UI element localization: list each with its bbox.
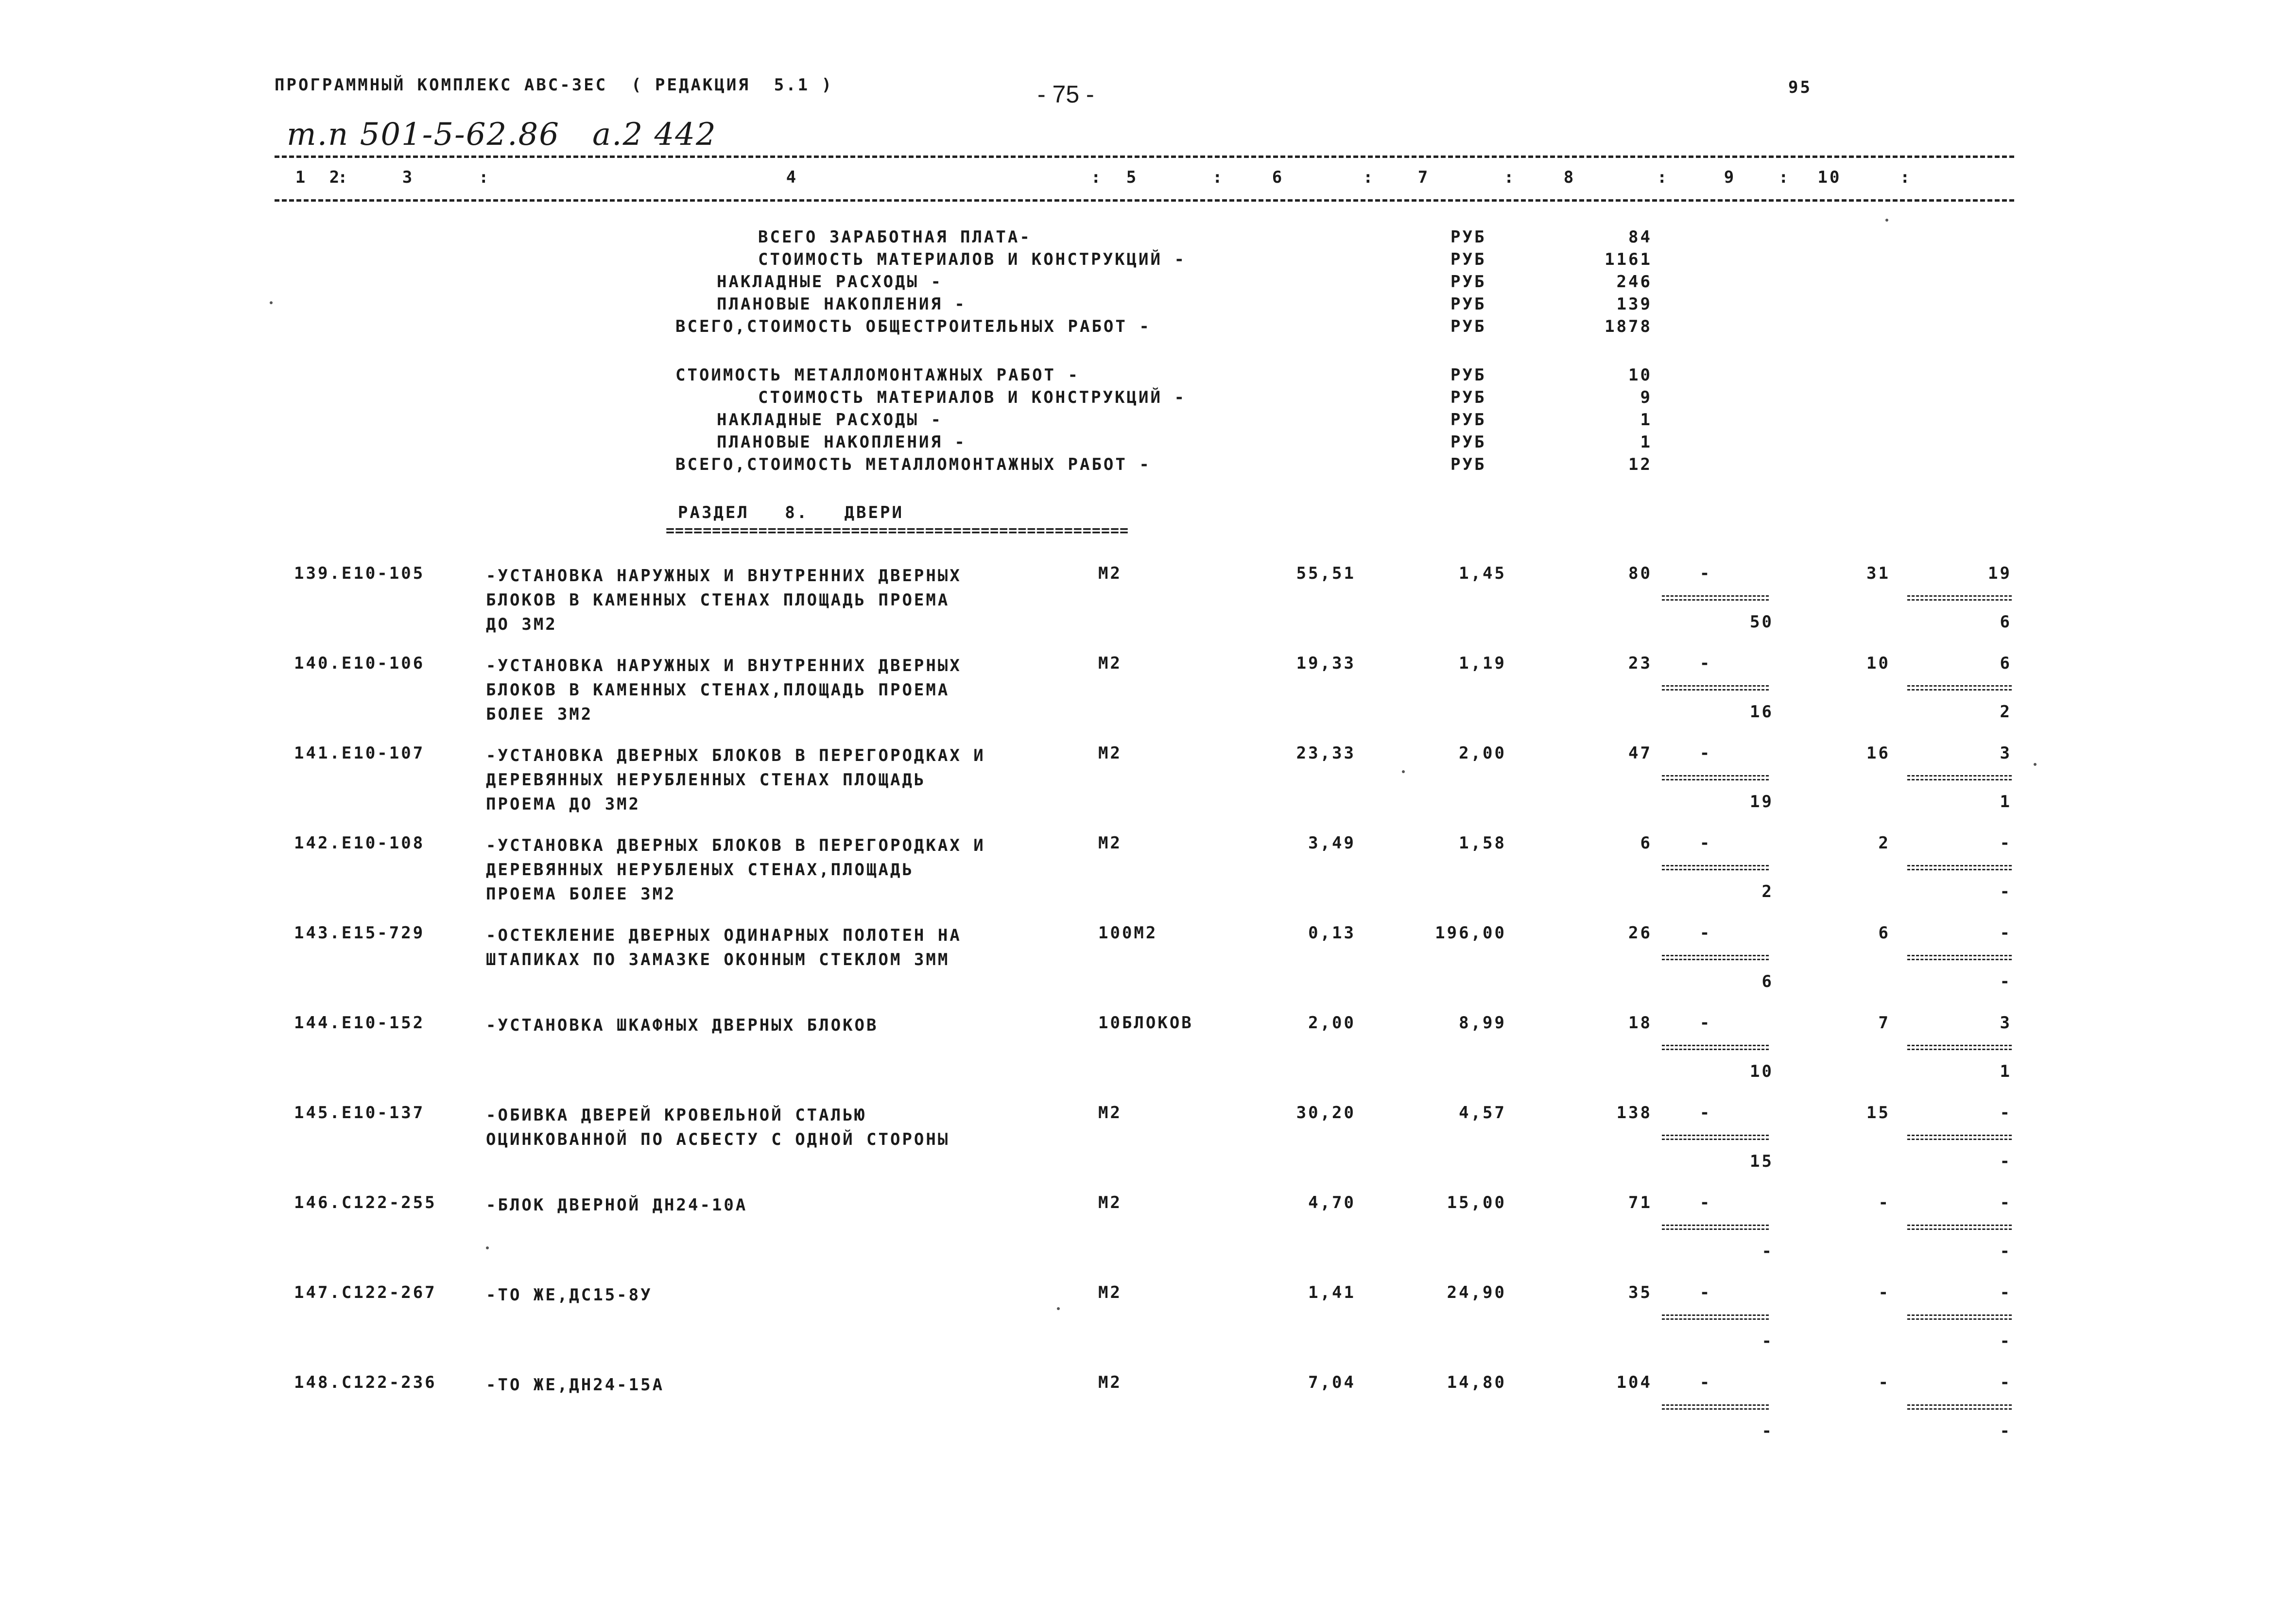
row-total: 71	[1628, 1193, 1652, 1212]
summary-value: 1	[1640, 432, 1652, 452]
row-col8-rule	[1662, 775, 1769, 780]
row-unit: М2	[1098, 1283, 1122, 1302]
row-total: 80	[1628, 564, 1652, 583]
row-col9: 2	[1878, 833, 1890, 853]
row-col10-rule	[1907, 1225, 2012, 1230]
row-unit: М2	[1098, 1193, 1122, 1212]
summary-value: 84	[1628, 227, 1652, 247]
column-number: 4	[786, 168, 798, 187]
row-col10-rule	[1907, 685, 2012, 691]
row-col8-top: -	[1699, 743, 1712, 763]
row-unit: 100М2	[1098, 923, 1158, 943]
row-col8-bottom: 6	[1761, 972, 1774, 991]
row-unit-price: 24,90	[1447, 1283, 1506, 1302]
row-unit: 10БЛОКОВ	[1098, 1013, 1193, 1033]
summary-value: 1878	[1605, 317, 1652, 336]
row-col10-top: -	[2000, 1283, 2012, 1302]
row-col9: 6	[1878, 923, 1890, 943]
summary-label: ПЛАНОВЫЕ НАКОПЛЕНИЯ -	[717, 432, 967, 452]
column-separator: :	[1778, 168, 1791, 187]
row-col10-rule	[1907, 775, 2012, 780]
row-col8-bottom: 50	[1750, 612, 1774, 632]
summary-unit: РУБ	[1450, 250, 1486, 269]
side-number: 95	[1788, 78, 1812, 97]
row-col8-top: -	[1699, 1013, 1712, 1033]
row-description: -ОСТЕКЛЕНИЕ ДВЕРНЫХ ОДИНАРНЫХ ПОЛОТЕН НА ШТАПИКАХ ПО ЗАМАЗКЕ ОКОННЫМ СТЕКЛОМ 3ММ	[486, 926, 962, 969]
section-underline: ==================================================	[666, 522, 1129, 539]
row-description: -ОБИВКА ДВЕРЕЙ КРОВЕЛЬНОЙ СТАЛЬЮ ОЦИНКОВАННОЙ ПО АСБЕСТУ С ОДНОЙ СТОРОНЫ	[486, 1106, 950, 1149]
row-col8-rule	[1662, 1314, 1769, 1320]
row-unit-price: 14,80	[1447, 1373, 1506, 1392]
row-col9: 15	[1866, 1103, 1890, 1123]
scan-speck	[1057, 1307, 1060, 1310]
column-number: 1	[295, 168, 308, 187]
column-number: 2	[329, 168, 342, 187]
column-separator: :	[338, 168, 350, 187]
row-quantity: 3,49	[1308, 833, 1356, 853]
row-col10-bottom: -	[2000, 972, 2012, 991]
row-quantity: 55,51	[1296, 564, 1356, 583]
row-col8-rule	[1662, 1404, 1769, 1410]
row-col8-rule	[1662, 1135, 1769, 1140]
summary-label: НАКЛАДНЫЕ РАСХОДЫ -	[717, 410, 943, 430]
row-col8-top: -	[1699, 833, 1712, 853]
row-col9: 10	[1866, 654, 1890, 673]
row-unit-price: 1,45	[1459, 564, 1506, 583]
summary-value: 12	[1628, 455, 1652, 474]
row-description: -ТО ЖЕ,ДС15-8У	[486, 1285, 653, 1305]
row-col10-rule	[1907, 1045, 2012, 1050]
column-number: 5	[1126, 168, 1139, 187]
row-col10-bottom: 6	[2000, 612, 2012, 632]
row-col8-bottom: -	[1761, 1421, 1774, 1441]
row-col9: -	[1878, 1283, 1890, 1302]
row-col10-rule	[1907, 1135, 2012, 1140]
handwritten-reference: т.п 501-5-62.86 а.2 442	[287, 117, 717, 153]
summary-label: СТОИМОСТЬ МЕТАЛЛОМОНТАЖНЫХ РАБОТ -	[675, 365, 1080, 385]
row-col8-top: -	[1699, 1283, 1712, 1302]
row-col10-rule	[1907, 955, 2012, 960]
row-col10-top: -	[2000, 923, 2012, 943]
header-rule-top	[275, 156, 2014, 158]
row-col8-rule	[1662, 955, 1769, 960]
column-separator: :	[1212, 168, 1225, 187]
row-unit: М2	[1098, 1103, 1122, 1123]
row-code: 143.Е15-729	[294, 923, 425, 943]
row-description: -УСТАНОВКА ДВЕРНЫХ БЛОКОВ В ПЕРЕГОРОДКАХ И ДЕРЕВЯННЫХ НЕРУБЛЕННЫХ СТЕНАХ ПЛОЩАДЬ ПРОЕМА ДО 3М2	[486, 746, 985, 814]
row-col10-rule	[1907, 595, 2012, 601]
row-unit: М2	[1098, 1373, 1122, 1392]
row-col8-bottom: -	[1761, 1242, 1774, 1261]
column-number: 3	[402, 168, 414, 187]
row-total: 138	[1616, 1103, 1652, 1123]
row-col8-bottom: 16	[1750, 702, 1774, 722]
column-separator: :	[1504, 168, 1516, 187]
summary-unit: РУБ	[1450, 227, 1486, 247]
row-description: -УСТАНОВКА НАРУЖНЫХ И ВНУТРЕННИХ ДВЕРНЫХ БЛОКОВ В КАМЕННЫХ СТЕНАХ ПЛОЩАДЬ ПРОЕМА ДО 3М2	[486, 566, 962, 634]
row-total: 35	[1628, 1283, 1652, 1302]
row-col10-bottom: 2	[2000, 702, 2012, 722]
row-description: -УСТАНОВКА НАРУЖНЫХ И ВНУТРЕННИХ ДВЕРНЫХ БЛОКОВ В КАМЕННЫХ СТЕНАХ,ПЛОЩАДЬ ПРОЕМА БОЛЕЕ 3М2	[486, 656, 962, 724]
summary-value: 1161	[1605, 250, 1652, 269]
row-unit-price: 196,00	[1435, 923, 1506, 943]
row-col8-rule	[1662, 865, 1769, 870]
row-col8-bottom: 19	[1750, 792, 1774, 812]
row-unit-price: 1,19	[1459, 654, 1506, 673]
row-col10-top: 3	[2000, 743, 2012, 763]
row-col8-top: -	[1699, 564, 1712, 583]
summary-value: 139	[1616, 294, 1652, 314]
row-quantity: 19,33	[1296, 654, 1356, 673]
summary-unit: РУБ	[1450, 317, 1486, 336]
row-code: 146.С122-255	[294, 1193, 437, 1212]
summary-label: ПЛАНОВЫЕ НАКОПЛЕНИЯ -	[717, 294, 967, 314]
row-col10-rule	[1907, 865, 2012, 870]
scan-speck	[270, 301, 273, 304]
row-quantity: 1,41	[1308, 1283, 1356, 1302]
row-total: 26	[1628, 923, 1652, 943]
row-description: -БЛОК ДВЕРНОЙ ДН24-10А	[486, 1195, 748, 1215]
summary-value: 1	[1640, 410, 1652, 430]
summary-unit: РУБ	[1450, 410, 1486, 430]
scan-speck	[1885, 219, 1888, 222]
row-col9: 16	[1866, 743, 1890, 763]
row-code: 147.С122-267	[294, 1283, 437, 1302]
summary-value: 246	[1616, 272, 1652, 292]
column-number: 6	[1272, 168, 1284, 187]
summary-value: 10	[1628, 365, 1652, 385]
column-number: 9	[1724, 168, 1736, 187]
row-col8-bottom: 15	[1750, 1152, 1774, 1171]
row-col10-rule	[1907, 1314, 2012, 1320]
row-total: 18	[1628, 1013, 1652, 1033]
row-col8-rule	[1662, 1045, 1769, 1050]
row-quantity: 0,13	[1308, 923, 1356, 943]
row-col10-top: 19	[1988, 564, 2012, 583]
row-unit-price: 2,00	[1459, 743, 1506, 763]
row-col8-bottom: -	[1761, 1331, 1774, 1351]
row-quantity: 23,33	[1296, 743, 1356, 763]
row-quantity: 4,70	[1308, 1193, 1356, 1212]
row-col10-top: 6	[2000, 654, 2012, 673]
column-separator: :	[1657, 168, 1669, 187]
summary-label: ВСЕГО,СТОИМОСТЬ МЕТАЛЛОМОНТАЖНЫХ РАБОТ -	[675, 455, 1151, 474]
row-code: 144.Е10-152	[294, 1013, 425, 1033]
row-col10-bottom: 1	[2000, 792, 2012, 812]
row-col10-bottom: -	[2000, 1152, 2012, 1171]
row-unit: М2	[1098, 833, 1122, 853]
row-unit-price: 4,57	[1459, 1103, 1506, 1123]
row-col8-top: -	[1699, 923, 1712, 943]
scan-speck	[1402, 770, 1405, 773]
row-total: 47	[1628, 743, 1652, 763]
row-col10-bottom: 1	[2000, 1062, 2012, 1081]
row-col8-top: -	[1699, 1373, 1712, 1392]
column-number: 7	[1417, 168, 1430, 187]
summary-label: СТОИМОСТЬ МАТЕРИАЛОВ И КОНСТРУКЦИЙ -	[758, 250, 1186, 269]
row-description: -УСТАНОВКА ДВЕРНЫХ БЛОКОВ В ПЕРЕГОРОДКАХ И ДЕРЕВЯННЫХ НЕРУБЛЕНЫХ СТЕНАХ,ПЛОЩАДЬ ПРОЕМА БОЛЕЕ 3М2	[486, 836, 985, 904]
summary-unit: РУБ	[1450, 365, 1486, 385]
row-unit: М2	[1098, 743, 1122, 763]
column-separator: :	[1363, 168, 1375, 187]
row-col10-bottom: -	[2000, 882, 2012, 901]
row-col8-rule	[1662, 685, 1769, 691]
scan-speck	[2034, 763, 2037, 766]
row-col8-rule	[1662, 1225, 1769, 1230]
row-col8-bottom: 10	[1750, 1062, 1774, 1081]
row-unit-price: 15,00	[1447, 1193, 1506, 1212]
row-col8-top: -	[1699, 1103, 1712, 1123]
column-number: 10	[1817, 168, 1842, 187]
row-col8-bottom: 2	[1761, 882, 1774, 901]
program-header: ПРОГРАММНЫЙ КОМПЛЕКС АВС-ЗЕС ( РЕДАКЦИЯ 5.1 )	[275, 75, 834, 95]
header-rule-bottom	[275, 199, 2014, 202]
row-unit-price: 1,58	[1459, 833, 1506, 853]
row-code: 142.Е10-108	[294, 833, 425, 853]
summary-label: ВСЕГО ЗАРАБОТНАЯ ПЛАТА-	[758, 227, 1032, 247]
row-col9: 31	[1866, 564, 1890, 583]
row-col10-top: -	[2000, 1103, 2012, 1123]
row-total: 104	[1616, 1373, 1652, 1392]
row-col8-top: -	[1699, 654, 1712, 673]
summary-label: СТОИМОСТЬ МАТЕРИАЛОВ И КОНСТРУКЦИЙ -	[758, 388, 1186, 407]
summary-unit: РУБ	[1450, 294, 1486, 314]
column-separator: :	[479, 168, 491, 187]
row-total: 6	[1640, 833, 1652, 853]
row-code: 148.С122-236	[294, 1373, 437, 1392]
row-col10-top: -	[2000, 1373, 2012, 1392]
row-col8-top: -	[1699, 1193, 1712, 1212]
row-unit: М2	[1098, 564, 1122, 583]
row-col10-bottom: -	[2000, 1242, 2012, 1261]
scan-speck	[486, 1246, 489, 1249]
row-quantity: 2,00	[1308, 1013, 1356, 1033]
row-code: 140.Е10-106	[294, 654, 425, 673]
summary-unit: РУБ	[1450, 432, 1486, 452]
summary-label: ВСЕГО,СТОИМОСТЬ ОБЩЕСТРОИТЕЛЬНЫХ РАБОТ -	[675, 317, 1151, 336]
row-col9: 7	[1878, 1013, 1890, 1033]
row-col9: -	[1878, 1373, 1890, 1392]
column-separator: :	[1900, 168, 1912, 187]
summary-unit: РУБ	[1450, 272, 1486, 292]
row-col8-rule	[1662, 595, 1769, 601]
row-col10-top: -	[2000, 833, 2012, 853]
row-col9: -	[1878, 1193, 1890, 1212]
section-title: РАЗДЕЛ 8. ДВЕРИ	[678, 503, 904, 522]
page-number: - 75 -	[1037, 81, 1094, 108]
column-separator: :	[1091, 168, 1103, 187]
row-quantity: 7,04	[1308, 1373, 1356, 1392]
summary-unit: РУБ	[1450, 388, 1486, 407]
row-description: -ТО ЖЕ,ДН24-15А	[486, 1375, 665, 1395]
row-code: 139.Е10-105	[294, 564, 425, 583]
row-code: 141.Е10-107	[294, 743, 425, 763]
row-col10-bottom: -	[2000, 1421, 2012, 1441]
summary-value: 9	[1640, 388, 1652, 407]
row-unit-price: 8,99	[1459, 1013, 1506, 1033]
summary-label: НАКЛАДНЫЕ РАСХОДЫ -	[717, 272, 943, 292]
row-description: -УСТАНОВКА ШКАФНЫХ ДВЕРНЫХ БЛОКОВ	[486, 1016, 879, 1035]
row-quantity: 30,20	[1296, 1103, 1356, 1123]
row-col10-rule	[1907, 1404, 2012, 1410]
column-number: 8	[1563, 168, 1576, 187]
row-code: 145.Е10-137	[294, 1103, 425, 1123]
row-col10-top: 3	[2000, 1013, 2012, 1033]
row-total: 23	[1628, 654, 1652, 673]
row-col10-top: -	[2000, 1193, 2012, 1212]
row-col10-bottom: -	[2000, 1331, 2012, 1351]
row-unit: М2	[1098, 654, 1122, 673]
summary-unit: РУБ	[1450, 455, 1486, 474]
